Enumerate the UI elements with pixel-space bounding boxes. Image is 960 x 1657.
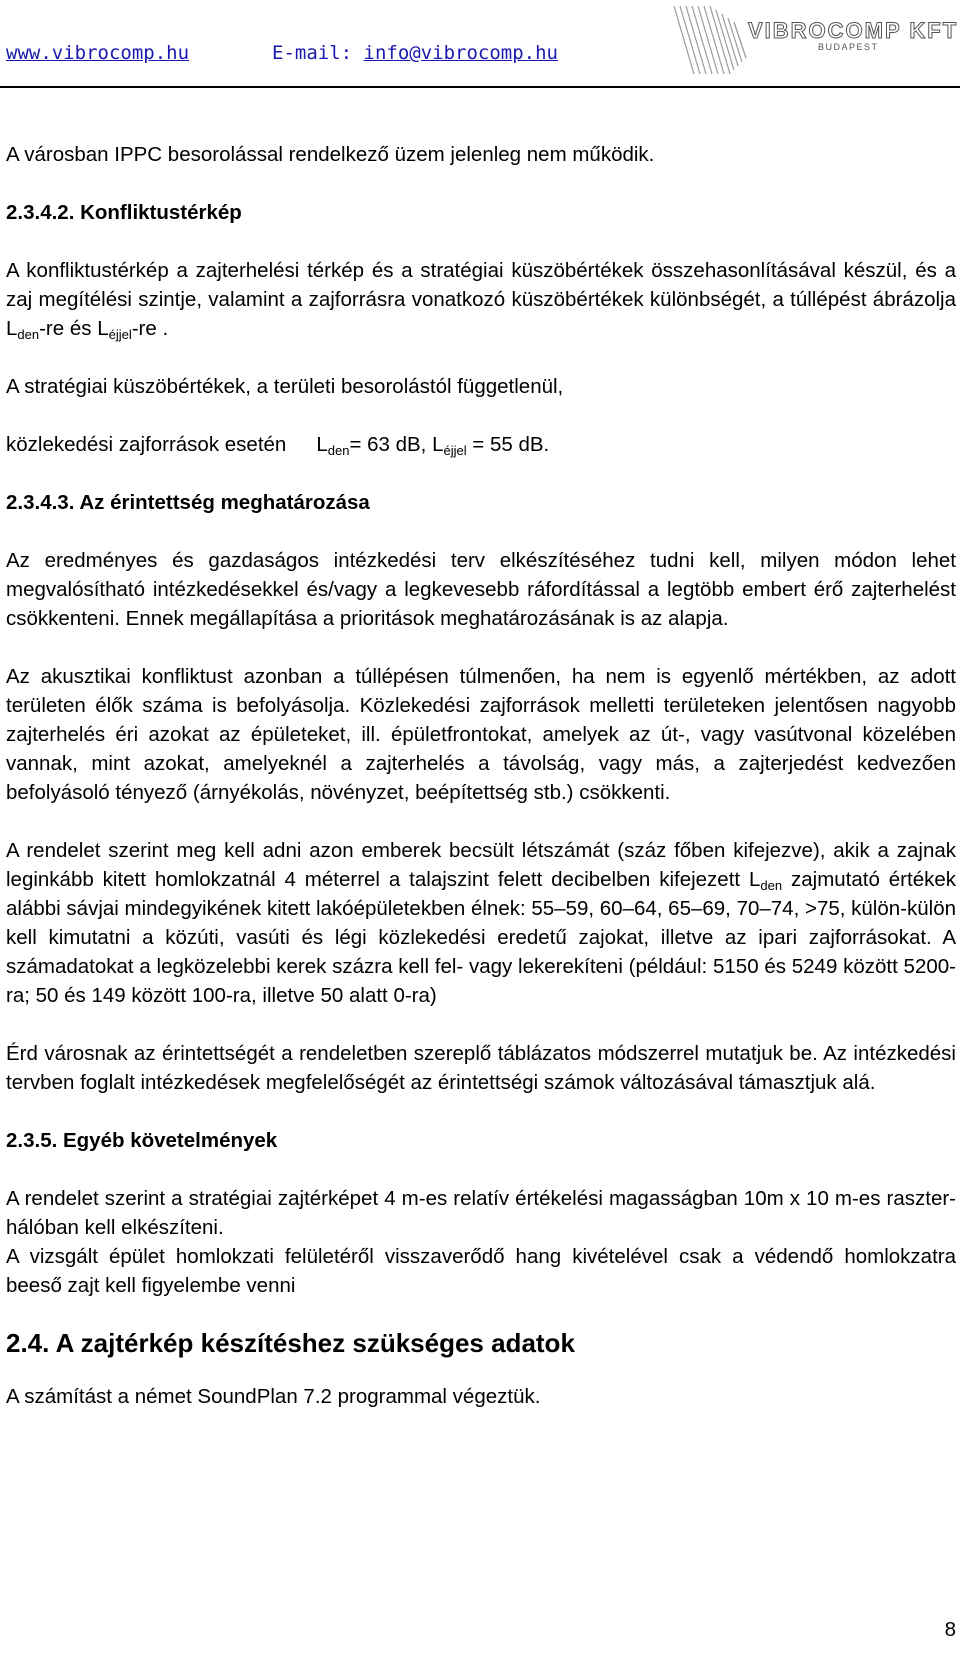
page-header (0, 0, 960, 88)
paragraph-akusztikai-konfliktus: Az akusztikai konfliktust azonban a túllépésen túlmenően, ha nem is egyenlő mértékben, az adott területen élők száma is befolyásolja. Közlekedési zajforrások melletti területeken jelentősen nagyobb zajterhelés éri azokat az épületeket, ill. épületfrontokat, amelyek az út-, vagy vasútvonal közelében vannak, mint azokat, amelyeknél a zajterhelés a távolság, vagy más, a zajterjedést kedvezően befolyásoló tényező (árnyékolás, növényzet, beépítettség stb.) csökkenti. (6, 665, 956, 804)
paragraph-rendelet-letszam: A rendelet szerint meg kell adni azon emberek becsült létszámát (száz főben kifejezve), akik a zajnak leginkább kitett homlokzatnál 4 méterrel a talajszint felett decibelben kifejezett $L_{den}$ zajmutató értékek alábbi sávjai mindegyikének kitett lakóépületekben élnek: 55–59, 60–64, 65–69, 70–74, >75, külön-külön kell kimutatni a közúti, vasúti és légi közlekedési eredetű zajokat, illetve az ipari zajforrásokat. A számadatokat a legközelebbi kerek százra kell fel- vagy lekerekíteni (például: 5150 és 5249 között 5200-ra; 50 és 149 között 100-ra, illetve 50 alatt 0-ra) (6, 839, 956, 1007)
paragraph-kozlekedesi-hatarertek: közlekedési zajforrások esetén $L_{den}= 63$ dB, $L_{éjjel} = 55$ dB. (6, 433, 550, 458)
logo-text: VIBROCOMP KFT (748, 18, 959, 43)
paragraph-ippc: A városban IPPC besorolással rendelkező üzem jelenleg nem működik. (6, 143, 655, 166)
document-body (6, 140, 956, 1411)
heading-egyeb-kovetelmenyek: 2.3.5. Egyéb követelmények (6, 1129, 278, 1152)
heading-erintettseg: 2.3.4.3. Az érintettség meghatározása (6, 491, 370, 514)
header-rule (0, 86, 960, 88)
heading-adatok: 2.4. A zajtérkép készítéshez szükséges adatok (6, 1328, 575, 1358)
company-logo (668, 4, 960, 76)
heading-konfliktusterkep: 2.3.4.2. Konfliktustérkép (6, 201, 242, 224)
paragraph-homlokzat: A vizsgált épület homlokzati felületéről visszaverődő hang kivételével csak a védendő homlokzatra beeső zajt kell figyelembe venni (6, 1245, 956, 1297)
email-line (272, 42, 558, 64)
paragraph-kuszobertekek: A stratégiai küszöbértékek, a területi besorolástól függetlenül, (6, 375, 564, 398)
email-label: E-mail: (272, 42, 364, 64)
paragraph-erd-erintettseg: Érd városnak az érintettségét a rendeletben szereplő táblázatos módszerrel mutatjuk be. Az intézkedési tervben foglalt intézkedések megfelelőségét az érintettségi számok változásával támasztjuk alá. (6, 1042, 956, 1094)
website-link[interactable]: www.vibrocomp.hu (6, 42, 190, 64)
logo-subtext: BUDAPEST (818, 42, 879, 52)
paragraph-konfliktusterkep: A konfliktustérkép a zajterhelési térkép és a stratégiai küszöbértékek összehasonlításával készül, és a zaj megítélési szintje, valamint a zajforrásra vonatkozó küszöbértékek különbségét, a túllépést ábrázolja $L_{den}-re$ és $L_{éjjel}-re$ . (6, 259, 956, 342)
paragraph-intezkedesi-terv: Az eredményes és gazdaságos intézkedési terv elkészítéséhez tudni kell, milyen módon lehet megvalósítható intézkedésekkel és/vagy a legkevesebb ráfordítással a legtöbb embert érő zajterhelést csökkenteni. Ennek megállapítása a prioritások meghatározásának is az alapja. (6, 549, 956, 630)
paragraph-raszter: A rendelet szerint a stratégiai zajtérképet 4 m-es relatív értékelési magasságban 10m x 10 m-es raszter-hálóban kell elkészíteni. (6, 1187, 956, 1239)
email-link[interactable]: info@vibrocomp.hu (363, 42, 558, 64)
page-number: 8 (944, 1618, 956, 1641)
paragraph-soundplan: A számítást a német SoundPlan 7.2 programmal végeztük. (6, 1385, 541, 1408)
